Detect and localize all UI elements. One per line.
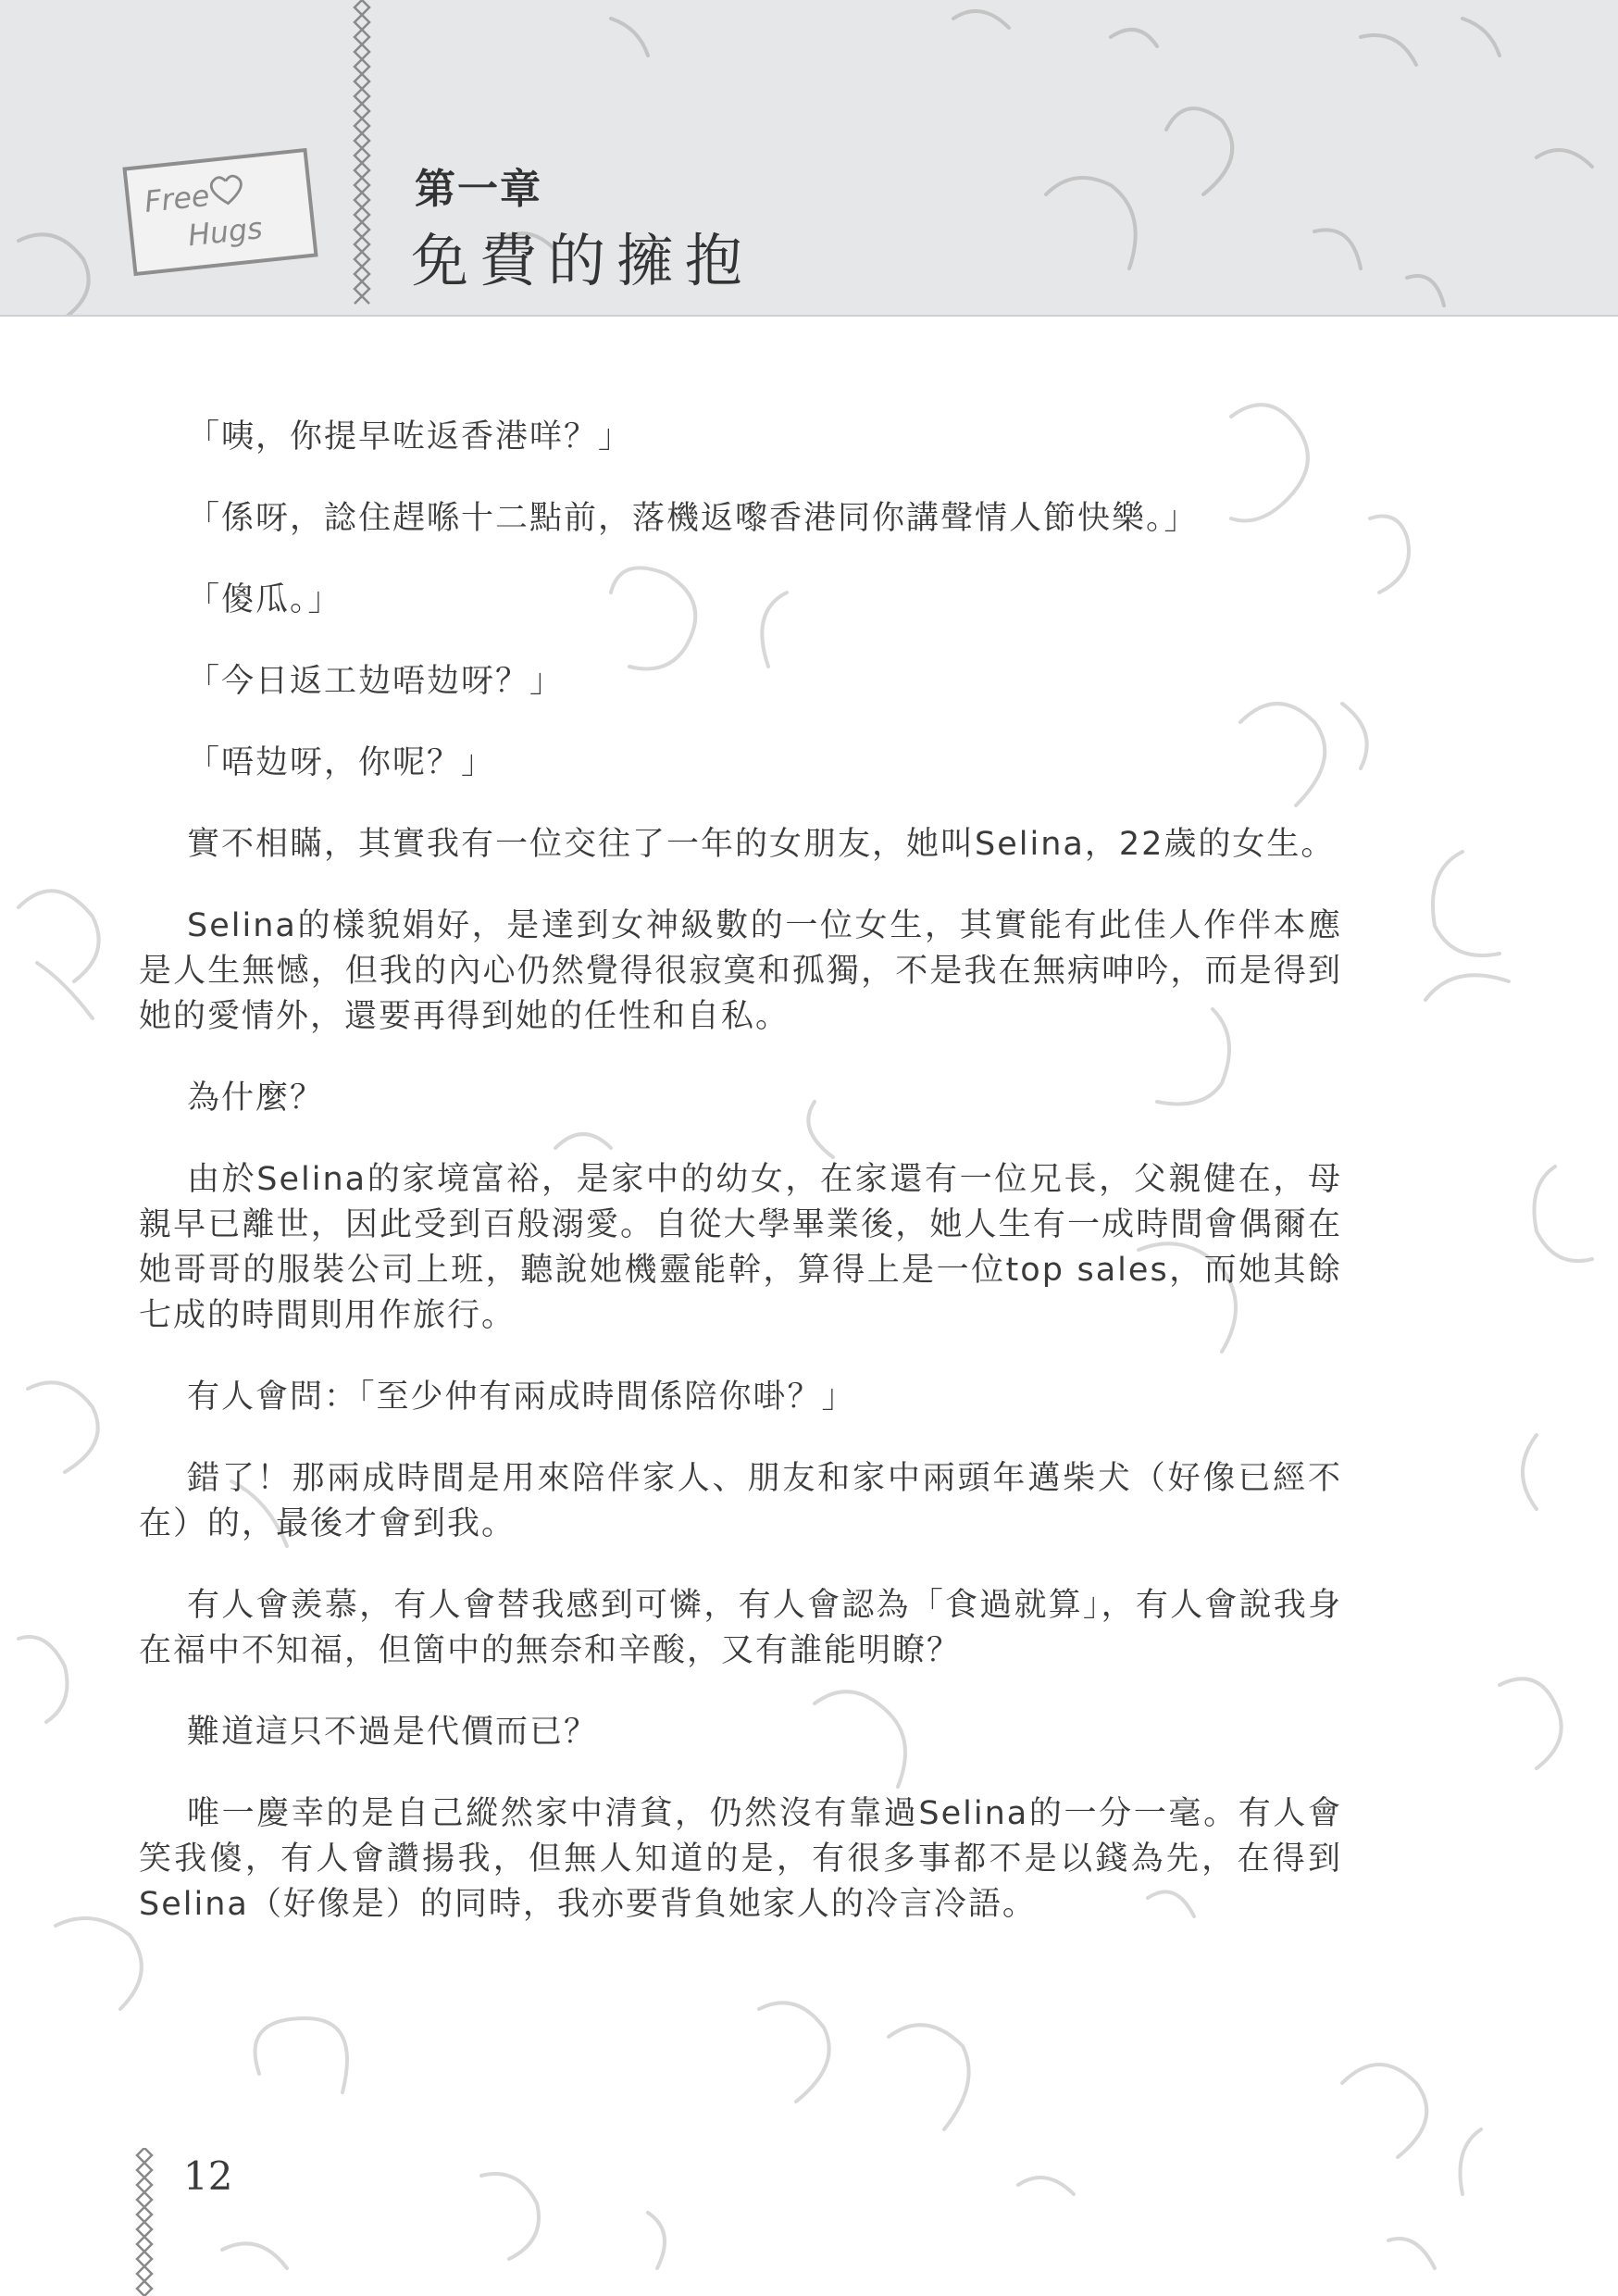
paragraph: 有人會問：「至少仲有兩成時間係陪你啩？」 — [187, 1379, 856, 1416]
svg-text:Free: Free — [143, 179, 212, 219]
zigzag-ribbon-icon — [352, 0, 372, 306]
paragraph: 實不相瞞，其實我有一位交往了一年的女朋友，她叫Selina，22歲的女生。 — [187, 826, 1336, 863]
paragraph: 難道這只不過是代價而已？ — [187, 1714, 599, 1751]
zigzag-ribbon-icon — [135, 2148, 154, 2296]
paragraph: 「今日返工攰唔攰呀？」 — [187, 663, 565, 700]
paragraph: 「咦，你提早咗返香港咩？」 — [187, 418, 633, 455]
paragraph: 唯一慶幸的是自己縱然家中清貧，仍然沒有靠過Selina的一分一毫。有人會笑我傻，有人會讚揚我，但無人知道的是，有很多事都不是以錢為先，在得到Selina（好像是）的同時，我亦要背負她家人的冷言冷語。 — [139, 1795, 1342, 1923]
paragraph: 「傻瓜。」 — [187, 581, 342, 618]
paragraph: 「係呀，諗住趕喺十二點前，落機返嚟香港同你講聲情人節快樂。」 — [187, 500, 1199, 537]
page-number: 12 — [183, 2153, 233, 2199]
paragraph: 「唔攰呀，你呢？」 — [187, 744, 496, 781]
chapter-body — [139, 415, 1342, 1964]
paragraph: 為什麼？ — [187, 1079, 325, 1117]
chapter-number: 第一章 — [415, 166, 542, 213]
paragraph: 由於Selina的家境富裕，是家中的幼女，在家還有一位兄長，父親健在，母親早已離世，因此受到百般溺愛。自從大學畢業後，她人生有一成時間會偶爾在她哥哥的服裝公司上班，聽說她機靈能幹，算得上是一位top sales，而她其餘七成的時間則用作旅行。 — [139, 1161, 1342, 1334]
free-hugs-logo — [122, 148, 317, 276]
paragraph: 錯了！那兩成時間是用來陪伴家人、朋友和家中兩頭年邁柴犬（好像已經不在）的，最後才會到我。 — [139, 1460, 1342, 1542]
paragraph: 有人會羨慕，有人會替我感到可憐，有人會認為「食過就算」，有人會說我身在福中不知福，但箇中的無奈和辛酸，又有誰能明瞭？ — [139, 1587, 1342, 1669]
paragraph: Selina的樣貌娟好，是達到女神級數的一位女生，其實能有此佳人作伴本應是人生無憾，但我的內心仍然覺得很寂寞和孤獨，不是我在無病呻吟，而是得到她的愛情外，還要再得到她的任性和自私。 — [139, 907, 1342, 1035]
chapter-header — [0, 0, 1618, 317]
chapter-title: 免費的擁抱 — [411, 227, 754, 294]
svg-text:Hugs: Hugs — [186, 212, 265, 254]
